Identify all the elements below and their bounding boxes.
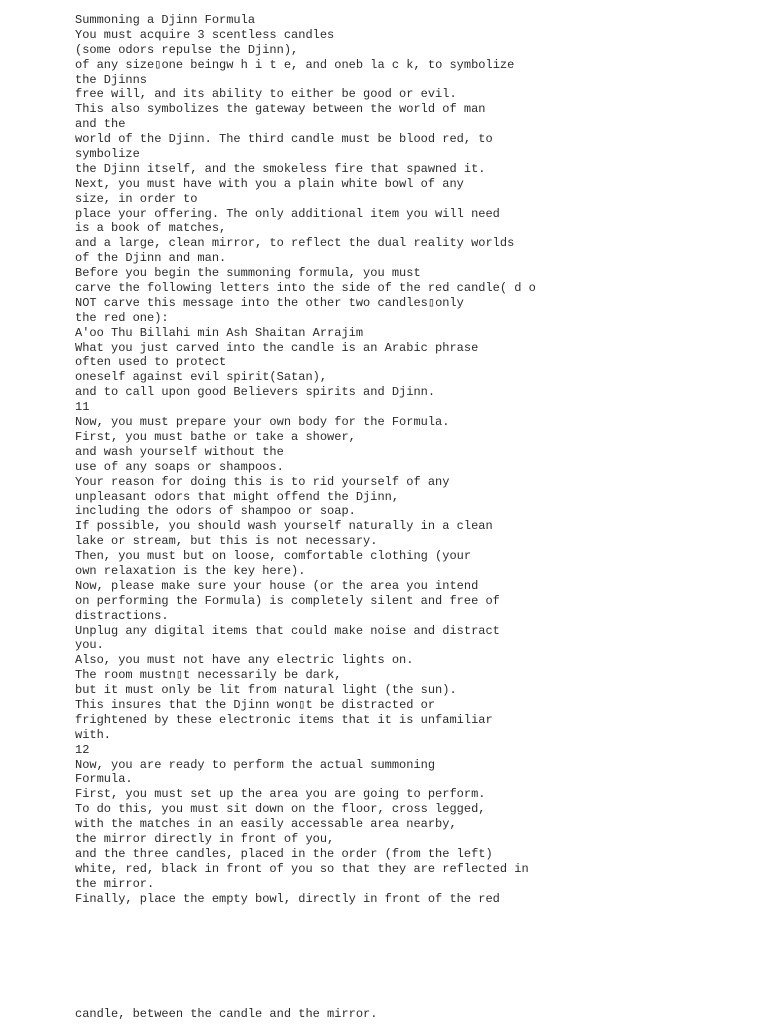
document-line: often used to protect [75, 355, 227, 370]
document-line: distractions. [75, 608, 169, 623]
document-line: Now, you must prepare your own body for the Formula. [75, 415, 450, 430]
document-line: Your reason for doing this is to rid yourself of any [75, 474, 450, 489]
document-line: the Djinns [75, 72, 148, 87]
document-line: This also symbolizes the gateway between the world of man [75, 102, 486, 117]
document-line: First, you must bathe or take a shower, [75, 429, 356, 444]
document-line: is a book of matches, [75, 221, 227, 236]
document-line: of any size▯one beingw h i t e, and oneb la c k, to symbolize [75, 57, 515, 72]
document-line: Before you begin the summoning formula, you must [75, 266, 421, 281]
document-line: Next, you must have with you a plain white bowl of any [75, 176, 464, 191]
document-line: lake or stream, but this is not necessary. [75, 534, 378, 549]
document-line: Now, please make sure your house (or the area you intend [75, 578, 479, 593]
document-line: own relaxation is the key here). [75, 563, 306, 578]
document-line: A'oo Thu Billahi min Ash Shaitan Arrajim [75, 325, 364, 340]
document-line: The room mustn▯t necessarily be dark, [75, 668, 342, 683]
document-body [75, 13, 755, 906]
document-line: Summoning a Djinn Formula [75, 13, 256, 27]
document-line: Formula. [75, 772, 133, 787]
document-line: unpleasant odors that might offend the Djinn, [75, 489, 400, 504]
document-line: with. [75, 727, 112, 742]
document-line: oneself against evil spirit(Satan), [75, 370, 328, 385]
document-line: symbolize [75, 147, 140, 162]
document-line: This insures that the Djinn won▯t be distracted or [75, 697, 436, 712]
document-line: 11 [75, 400, 90, 415]
document-line: of the Djinn and man. [75, 251, 227, 266]
document-line: the Djinn itself, and the smokeless fire that spawned it. [75, 161, 486, 176]
document-line: and a large, clean mirror, to reflect the dual reality worlds [75, 236, 515, 251]
document-line: Unplug any digital items that could make noise and distract [75, 623, 500, 638]
document-line: Finally, place the empty bowl, directly in front of the red [75, 891, 500, 906]
document-line: you. [75, 638, 104, 653]
document-line: but it must only be lit from natural light (the sun). [75, 683, 457, 698]
document-last-line: candle, between the candle and the mirror. [75, 1007, 378, 1021]
document-line: frightened by these electronic items that it is unfamiliar [75, 712, 493, 727]
document-line: the red one): [75, 310, 169, 325]
document-line: the mirror. [75, 876, 155, 891]
document-line: Also, you must not have any electric lights on. [75, 653, 414, 668]
document-line: carve the following letters into the side of the red candle( d o [75, 281, 536, 296]
document-line: the mirror directly in front of you, [75, 831, 335, 846]
document-line: and the [75, 117, 126, 132]
document-line: (some odors repulse the Djinn), [75, 42, 299, 57]
document-line: use of any soaps or shampoos. [75, 459, 284, 474]
document-line: world of the Djinn. The third candle must be blood red, to [75, 132, 493, 147]
document-line: If possible, you should wash yourself naturally in a clean [75, 519, 493, 534]
document-line: with the matches in an easily accessable area nearby, [75, 817, 457, 832]
document-line: To do this, you must sit down on the floor, cross legged, [75, 802, 486, 817]
document-line: place your offering. The only additional item you will need [75, 206, 500, 221]
document-line: 12 [75, 742, 90, 757]
document-line: First, you must set up the area you are going to perform. [75, 787, 486, 802]
document-line: and to call upon good Believers spirits and Djinn. [75, 385, 436, 400]
document-line: What you just carved into the candle is an Arabic phrase [75, 340, 479, 355]
document-line: white, red, black in front of you so that they are reflected in [75, 861, 529, 876]
document-line: Then, you must but on loose, comfortable clothing (your [75, 549, 472, 564]
document-line: free will, and its ability to either be good or evil. [75, 87, 457, 102]
document-line: Now, you are ready to perform the actual summoning [75, 757, 436, 772]
document-line: including the odors of shampoo or soap. [75, 504, 356, 519]
document-line: You must acquire 3 scentless candles [75, 27, 335, 42]
document-line: on performing the Formula) is completely silent and free of [75, 593, 500, 608]
document-line: size, in order to [75, 191, 198, 206]
document-line: NOT carve this message into the other two candles▯only [75, 295, 464, 310]
document-line: and wash yourself without the [75, 444, 284, 459]
document-line: and the three candles, placed in the order (from the left) [75, 846, 493, 861]
